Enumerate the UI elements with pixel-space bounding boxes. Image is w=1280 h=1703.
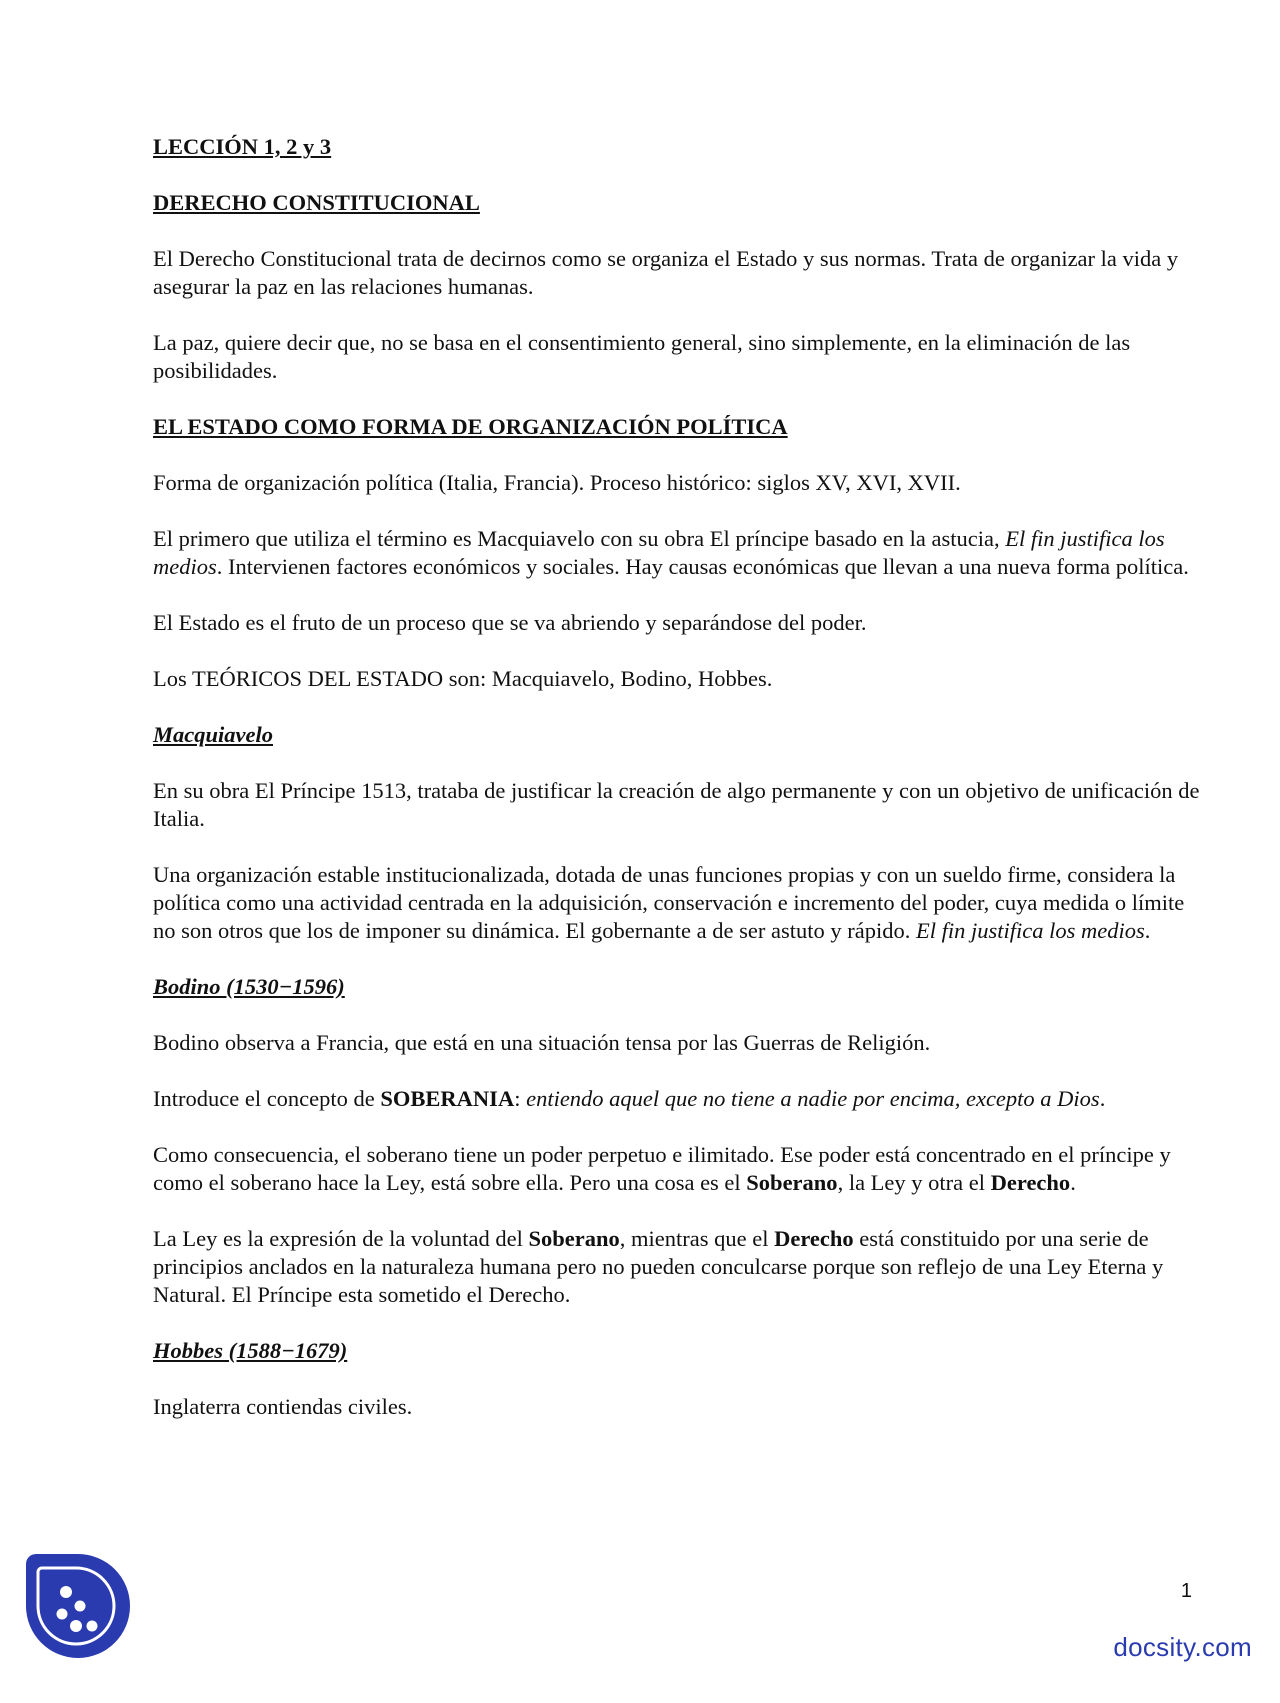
page-number: 1 xyxy=(1180,1580,1192,1602)
italic-quote: El fin justifica los medios xyxy=(915,918,1145,943)
section-heading-estado: EL ESTADO COMO FORMA DE ORGANIZACIÓN POLÍTICA xyxy=(153,414,788,439)
paragraph-macquiavelo-termino xyxy=(153,525,1203,581)
italic-quote: El fin justifica los medios xyxy=(153,526,1165,579)
paragraph-paz: La paz, quiere decir que, no se basa en el consentimiento general, sino simplemente, en la eliminación de las posibilidades. xyxy=(153,330,1131,383)
text-run: Como consecuencia, el soberano tiene un poder perpetuo e ilimitado. Ese poder está concentrado en el príncipe y como el soberano hace la Ley, está sobre ella. Pero una cosa es el xyxy=(153,1142,1171,1195)
document-body xyxy=(153,133,1203,1449)
paragraph-intro: El Derecho Constitucional trata de decirnos como se organiza el Estado y sus normas. Trata de organizar la vida y asegurar la paz en las relaciones humanas. xyxy=(153,246,1179,299)
paragraph-organizacion xyxy=(153,861,1203,945)
text-run: Una organización estable institucionalizada, dotada de unas funciones propias y con un sueldo firme, considera la política como una actividad centrada en la adquisición, conservación e incremento del poder, cuya medida o límite no son otros que los de imponer su dinámica. El gobernante a de ser astuto y rápido. xyxy=(153,862,1185,943)
paragraph-ley xyxy=(153,1225,1203,1309)
text-run: está constituido por una serie de principios anclados en la naturaleza humana pero no pueden conculcarse porque son reflejo de una Ley Eterna y Natural. El Príncipe esta sometido el Derecho. xyxy=(153,1226,1164,1307)
subheading-bodino: Bodino (1530−1596) xyxy=(153,974,345,999)
text-run: La Ley es la expresión de la voluntad del xyxy=(153,1226,529,1251)
text-run: , mientras que el xyxy=(619,1226,775,1251)
paragraph-estado-fruto: El Estado es el fruto de un proceso que se va abriendo y separándose del poder. xyxy=(153,610,867,635)
bold-term: SOBERANIA xyxy=(380,1086,515,1111)
logo-graphic xyxy=(18,1546,136,1664)
paragraph-consecuencia xyxy=(153,1141,1203,1197)
text-run: . xyxy=(1144,918,1151,943)
text-run: El primero que utiliza el término es Macquiavelo con su obra El príncipe basado en la astucia, xyxy=(153,526,1006,551)
lesson-heading: LECCIÓN 1, 2 y 3 xyxy=(153,134,332,159)
text-run: Introduce el concepto de xyxy=(153,1086,381,1111)
text-run: , la Ley y otra el xyxy=(837,1170,991,1195)
subheading-hobbes: Hobbes (1588−1679) xyxy=(153,1338,348,1363)
text-run: . xyxy=(1070,1170,1076,1195)
subheading-macquiavelo: Macquiavelo xyxy=(153,722,273,747)
bold-term: Soberano xyxy=(528,1226,620,1251)
italic-quote: entiendo aquel que no tiene a nadie por encima, excepto a Dios xyxy=(526,1086,1100,1111)
paragraph-bodino-francia: Bodino observa a Francia, que está en una situación tensa por las Guerras de Religión. xyxy=(153,1030,931,1055)
bold-term: Derecho xyxy=(990,1170,1071,1195)
paragraph-soberania xyxy=(153,1085,1203,1113)
bold-term: Derecho xyxy=(774,1226,854,1251)
paragraph-principe: En su obra El Príncipe 1513, trataba de justificar la creación de algo permanente y con un objetivo de unificación de Italia. xyxy=(153,778,1200,831)
docsity-logo-icon[interactable] xyxy=(18,1546,136,1664)
bold-term: Soberano xyxy=(746,1170,838,1195)
paragraph-forma: Forma de organización política (Italia, Francia). Proceso histórico: siglos XV, XVI, XVII. xyxy=(153,470,961,495)
paragraph-inglaterra: Inglaterra contiendas civiles. xyxy=(153,1394,413,1419)
docsity-watermark-link[interactable]: docsity.com xyxy=(1113,1632,1252,1662)
paragraph-teoricos: Los TEÓRICOS DEL ESTADO son: Macquiavelo, Bodino, Hobbes. xyxy=(153,666,773,691)
text-run: . xyxy=(1099,1086,1106,1111)
text-run: . Intervienen factores económicos y sociales. Hay causas económicas que llevan a una nueva forma política. xyxy=(216,554,1189,579)
section-heading-derecho: DERECHO CONSTITUCIONAL xyxy=(153,190,480,215)
text-run: : xyxy=(514,1086,527,1111)
